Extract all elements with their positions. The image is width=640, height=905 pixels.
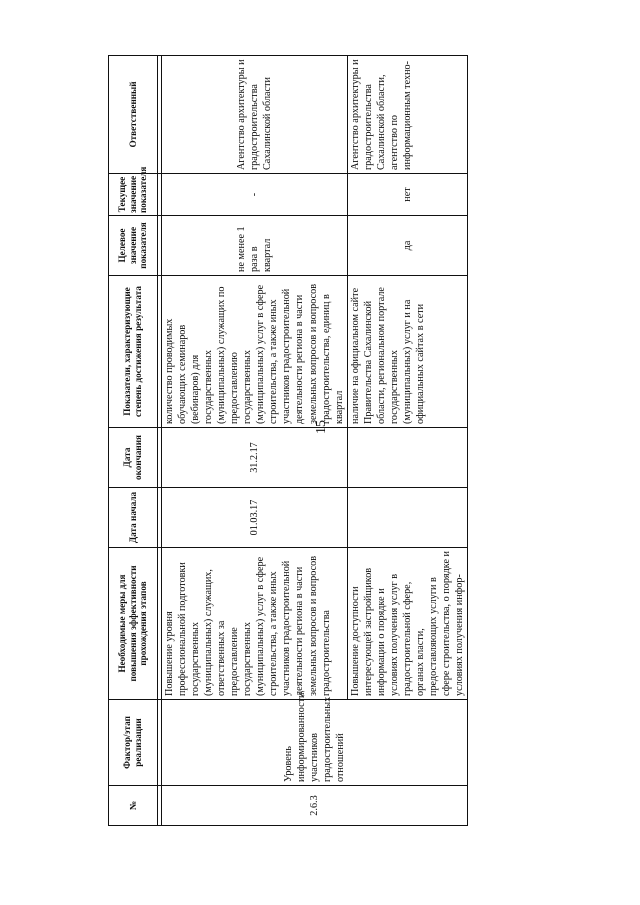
header-end-date: Дата окончания (109, 428, 158, 488)
measures-table (108, 55, 468, 826)
header-responsible: Ответственный (109, 56, 158, 174)
responsible-cell: Агентство архитектуры и градостроительства Сахалинской области (162, 56, 348, 174)
current-value-cell: - (162, 174, 348, 216)
header-num: № (109, 786, 158, 826)
target-value-cell: да (347, 216, 467, 276)
indicator-cell: количество проводимых обучающих семинаров (вебинаров) для государственных (муниципальных) служащих по предоставлению государственных (муниципальных) услуг в сфере строительства, а также иных участников градостроительной деятельности региона в части земельных вопросов и вопросов градостроительства, единиц в квартал (162, 276, 348, 428)
measures-cell: Повышение уровня профессиональной подготовки государственных (муниципальных) служащих, ответственных за предоставление государственных (муниципальных) услуг в сфере строительства, а также иных участников градостроительной деятельности региона в части земельных вопросов и вопросов градостроительства (162, 548, 348, 700)
start-date-cell (347, 488, 467, 548)
start-date-cell: 01.03.17 (162, 488, 348, 548)
page-number: 15 (314, 420, 329, 434)
target-value-cell: не менее 1 раза в квартал (162, 216, 348, 276)
row-number: 2.6.3 (162, 786, 468, 826)
header-indicator: Показатели, характеризующие степень достижения результата (109, 276, 158, 428)
header-current-value: Текущее значение показателя (109, 174, 158, 216)
table-row (162, 56, 348, 826)
header-factor: Фактор/этап реализации (109, 700, 158, 786)
responsible-cell: Агентство архитектуры и градостроительства Сахалинской области, агентство по информационным техно- (347, 56, 467, 174)
end-date-cell: 31.2.17 (162, 428, 348, 488)
measures-cell: Повышение доступности интересующей застройщиков информации о порядке и условиях получения услуг в градостроительной сфере, органах власти, предоставляющих услуги в сфере строительства, о порядке и условиях получения инфор- (347, 548, 467, 700)
header-target-value: Целевое значение показателя (109, 216, 158, 276)
rotated-table-container (108, 56, 568, 826)
header-start-date: Дата начала (109, 488, 158, 548)
factor-cell: Уровень информированности участников градостроительных отношений (162, 700, 468, 786)
indicator-cell: наличие на официальном сайте Правительства Сахалинской области, региональном портале государственных (муниципальных) услуг и на официальных сайтах в сети (347, 276, 467, 428)
end-date-cell (347, 428, 467, 488)
current-value-cell: нет (347, 174, 467, 216)
table-header-row (109, 56, 158, 826)
header-measures: Необходимые меры для повышения эффективности прохождения этапов (109, 548, 158, 700)
